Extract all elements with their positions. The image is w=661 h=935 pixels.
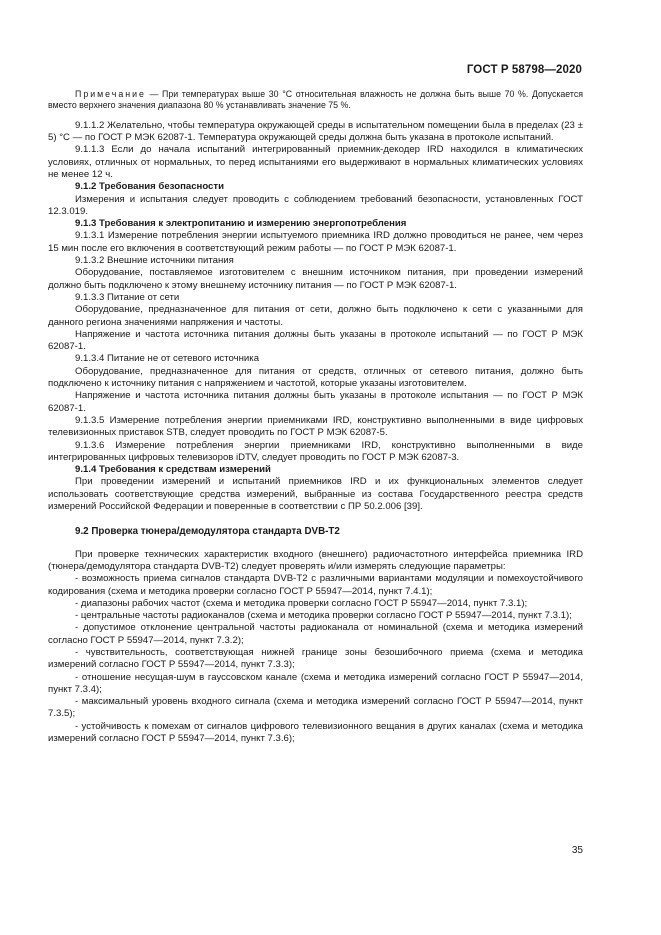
list-item: - чувствительность, соответствующая нижней границе зоны безошибочного приема (схема и методика измерений согласно ГОСТ Р 55947—2014, пункт 7.3.3); <box>48 646 583 671</box>
paragraph-9-1-1-2: 9.1.1.2 Желательно, чтобы температура окружающей среды в испытательном помещении была в пределах (23 ± 5) °С — по ГОСТ Р МЭК 62087-1. Температура окружающей среды должна быть указана в протоколе испытаний. <box>48 119 583 144</box>
heading-9-1-3-4: 9.1.3.4 Питание не от сетевого источника <box>75 353 260 365</box>
note-label: Примечание <box>75 89 146 99</box>
paragraph-non-mains-power: Оборудование, предназначенное для питания от средств, отличных от сетевого питания, должно быть подключено к источнику питания с напряжением и частотой, которые указаны изготовителем. <box>48 365 583 390</box>
paragraph-non-mains-protocol: Напряжение и частота источника питания должны быть указаны в протоколе испытания — по ГОСТ Р МЭК 62087-1. <box>48 390 583 414</box>
paragraph-safety: Измерения и испытания следует проводить с соблюдением требований безопасности, установленных ГОСТ 12.3.019. <box>48 193 583 217</box>
heading-9-1-3-3: 9.1.3.3 Питание от сети <box>75 291 180 303</box>
list-item: - устойчивость к помехам от сигналов цифрового телевизионного вещания в других каналах (схема и методика измерений согласно ГОСТ Р 55947—2014, пункт 7.3.6); <box>48 720 583 745</box>
list-item: - максимальный уровень входного сигнала (схема и методика измерений согласно ГОСТ Р 55947—2014, пункт 7.3.5); <box>48 696 583 720</box>
section-title-9-2: 9.2 Проверка тюнера/демодулятора стандарта DVB-T2 <box>75 526 340 538</box>
list-item: - отношение несущая-шум в гауссовском канале (схема и методика измерений согласно ГОСТ Р 55947—2014, пункт 7.3.4); <box>48 671 583 695</box>
paragraph-9-1-3-5: 9.1.3.5 Измерение потребления энергии приемниками IRD, конструктивно выполненными в виде цифровых телевизионных приставок STB, следует проводить по ГОСТ Р МЭК 62087-5. <box>48 414 583 439</box>
page-body <box>48 89 583 745</box>
paragraph-mains-protocol: Напряжение и частота источника питания должны быть указаны в протоколе испытаний — по ГОСТ Р МЭК 62087-1. <box>48 328 583 353</box>
list-item: - центральные частоты радиоканалов (схема и методика проверки согласно ГОСТ Р 55947—2014, пункт 7.3.1); <box>75 610 572 622</box>
note-text: — При температурах выше 30 °С относительная влажность не должна быть выше 70 %. Допускается вместо верхнего значения диапазона 80 % устанавливать значение 75 %. <box>48 89 583 111</box>
document-header: ГОСТ Р 58798—2020 <box>466 64 582 76</box>
paragraph-9-1-1-3: 9.1.1.3 Если до начала испытаний интегрированный приемник-декодер IRD находился в климатических условиях, отличных от нормальных, то перед испытаниями его выдерживают в нормальных климатических условиях не менее 12 ч. <box>48 144 583 180</box>
heading-9-1-2: 9.1.2 Требования безопасности <box>75 181 224 193</box>
paragraph-9-1-3-6: 9.1.3.6 Измерение потребления энергии приемниками IRD, конструктивно выполненными в виде интегрированных цифровых телевизоров iDTV, следует проводить по ГОСТ Р МЭК 62087-3. <box>48 439 583 463</box>
list-item: - возможность приема сигналов стандарта DVB-T2 с различными вариантами модуляции и помехоустойчивого кодирования (схема и методика проверки согласно ГОСТ Р 55947—2014, пункт 7.4.1); <box>48 573 583 597</box>
paragraph-9-1-3-1: 9.1.3.1 Измерение потребления энергии испытуемого приемника IRD должно проводиться не ранее, чем через 15 мин после его включения в соответствующий режим работы — по ГОСТ Р МЭК 62087-1. <box>48 230 583 254</box>
heading-9-1-4: 9.1.4 Требования к средствам измерений <box>75 464 271 476</box>
paragraph-external-power: Оборудование, поставляемое изготовителем с внешним источником питания, при проведении измерений должно быть подключено к этому внешнему источнику питания — по ГОСТ Р МЭК 62087-1. <box>48 267 583 291</box>
heading-9-1-3-2: 9.1.3.2 Внешние источники питания <box>75 255 234 267</box>
page-number: 35 <box>571 845 583 856</box>
list-item: - допустимое отклонение центральной частоты радиоканала от номинальной (схема и методика измерений согласно ГОСТ Р 55947—2014, пункт 7.3.2); <box>48 622 583 646</box>
paragraph-mains-power: Оборудование, предназначенное для питания от сети, должно быть подключено к сети с указанными для данного региона значениями напряжения и частоты. <box>48 304 583 328</box>
heading-9-1-3: 9.1.3 Требования к электропитанию и измерению энергопотребления <box>75 218 407 230</box>
list-item: - диапазоны рабочих частот (схема и методика проверки согласно ГОСТ Р 55947—2014, пункт 7.3.1); <box>75 597 528 609</box>
note-paragraph <box>48 89 583 112</box>
paragraph-measuring-instruments: При проведении измерений и испытаний приемников IRD и их функциональных элементов следует использовать соответствующие средства измерений, выбранные из состава Государственного реестра средств измерений Российской Федерации и поверенные в соответствии с ПР 50.2.006 [39]. <box>48 476 583 513</box>
section-intro: При проверке технических характеристик входного (внешнего) радиочастотного интерфейса приемника IRD (тюнера/демодулятора стандарта DVB-T2) следует проверять и/или измерять следующие параметры: <box>48 548 583 572</box>
